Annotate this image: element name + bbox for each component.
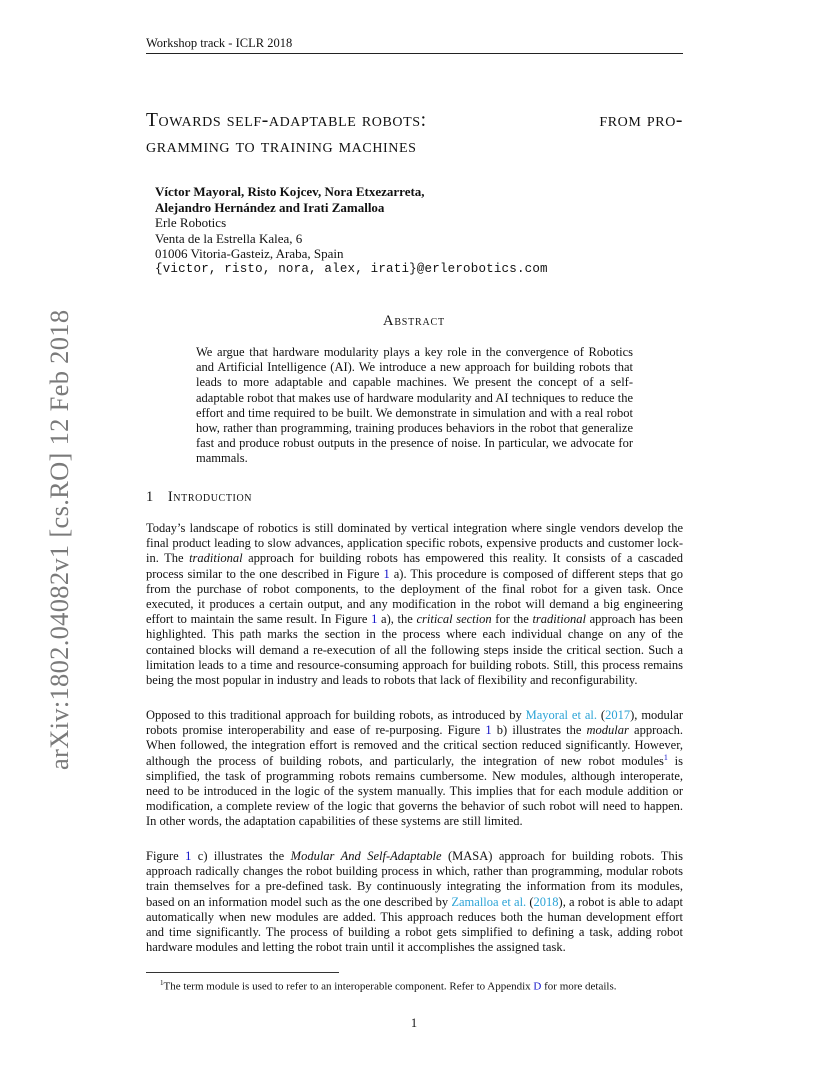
citation-mayoral-link[interactable]: Mayoral et al. bbox=[525, 708, 597, 722]
appendix-d-link[interactable]: D bbox=[533, 980, 542, 993]
citation-zamalloa-year-link[interactable]: 2018 bbox=[533, 894, 559, 909]
p2-text: Opposed to this traditional approach for building robots, as introduced by bbox=[146, 708, 526, 722]
address-line-2: 01006 Vitoria-Gasteiz, Araba, Spain bbox=[155, 246, 344, 261]
figure-1-link[interactable]: 1 bbox=[371, 612, 378, 627]
p3-text: (MASA) approach for building robots. This approach radically changes the robot building process in which, rather than programming, modular robots train themselves for a pre-defined task. By continuously integrating the information from its modules, based on an information model such as the one described by bbox=[146, 849, 683, 909]
paragraph-1 bbox=[146, 521, 683, 688]
footnote-text: for more details. bbox=[541, 980, 617, 993]
citation-zamalloa-link[interactable]: Zamalloa et al. bbox=[451, 894, 527, 909]
p2-text: ( bbox=[597, 708, 606, 722]
section-heading bbox=[146, 489, 252, 506]
footnote-text: The term module is used to refer to an interoperable component. Refer to Appendix bbox=[163, 980, 534, 993]
p1-text: approach for building robots has empowered this reality. It consists of a cascaded process similar to the one described in Figure bbox=[146, 551, 683, 581]
footnote-rule bbox=[146, 972, 339, 973]
p1-text: approach has been highlighted. This path marks the section in the process where each individual change on any of the contained blocks will demand a re-execution of all the following steps inside the critical section. Such a limitation leads to a time and resource-consuming approach for building robots. Still, this process remains being the most popular in industry and leads to robots that lack of flexibility and reconfigurability. bbox=[146, 612, 683, 688]
affiliation: Erle Robotics bbox=[155, 215, 227, 230]
p3-text: ), bbox=[558, 894, 566, 909]
p1-text: a), the bbox=[377, 612, 417, 627]
author-names-line-2: Alejandro Hernández and Irati Zamalloa bbox=[155, 199, 385, 215]
title-line-1-left: Towards self-adaptable robots: bbox=[146, 110, 427, 131]
p1-emphasis: traditional bbox=[532, 612, 586, 627]
p3-emphasis: Modular And Self-Adaptable bbox=[290, 849, 442, 863]
footnote-mark: 1 bbox=[160, 979, 164, 987]
abstract-text: We argue that hardware modularity plays a key role in the convergence of Robotics and Artificial Intelligence (AI). We introduce a new approach for building robots that leads to more adaptable and capable machines. We present the concept of a self-adaptable robot that makes use of hardware modularity and AI techniques to reduce the effort and time required to be built. We demonstrate in simulation and with a real robot how, rather than programming, training produces behaviors in the robot that generalize fast and produce robust outputs in the presence of noise. In particular, we advocate for mammals. bbox=[196, 345, 633, 466]
p3-text: Figure bbox=[146, 849, 186, 863]
abstract-heading: Abstract bbox=[383, 313, 445, 329]
footnote-1-link[interactable]: 1 bbox=[663, 752, 668, 762]
paragraph-3 bbox=[146, 849, 683, 955]
author-names-line-1: Víctor Mayoral, Risto Kojcev, Nora Etxezarreta, bbox=[155, 184, 425, 199]
section-number: 1 bbox=[146, 489, 154, 505]
title-line-2: gramming to training machines bbox=[146, 136, 417, 157]
p2-text: is simplified, the task of programming robots remains cumbersome. New modules, although interoperate, need to be introduced in the logic of the system manually. This implies that for each module addition or modification, a complete review of the logic that governs the behavior of such robot will need to happen. In other words, the adaptation capabilities of these systems are still limited. bbox=[146, 753, 683, 829]
p3-text: ( bbox=[526, 894, 534, 909]
p1-emphasis: traditional bbox=[189, 551, 243, 566]
p2-text: ), bbox=[630, 708, 638, 722]
author-block bbox=[155, 184, 548, 277]
p1-emphasis: critical section bbox=[416, 612, 492, 627]
p1-text: a). This procedure is composed of different steps that go from the purchase of robot components, to the deployment of the final robot for a given task. Once executed, it produces a certain output, and any modification in the robot will demand a big engineering effort to maintain the same result. In Figure bbox=[146, 566, 683, 627]
p1-text: for the bbox=[491, 612, 533, 627]
section-title: Introduction bbox=[167, 489, 253, 505]
p2-text: approach. When followed, the integration effort is removed and the critical section reduced significantly. However, although the process of building robots, and particularly, the integration of new robot modules bbox=[146, 723, 683, 768]
paragraph-2 bbox=[146, 708, 683, 830]
title-line-1-right: from pro- bbox=[599, 110, 683, 131]
author-emails: {victor, risto, nora, alex, irati}@erlerobotics.com bbox=[155, 261, 548, 276]
running-header: Workshop track - ICLR 2018 bbox=[146, 36, 293, 50]
p2-text: modular robots promise interoperability and ease of re-purposing. Figure bbox=[146, 708, 683, 738]
header-rule bbox=[146, 53, 683, 54]
arxiv-id[interactable]: arXiv:1802.04082v1 [cs.RO] 12 Feb 2018 bbox=[44, 309, 74, 770]
figure-1-link[interactable]: 1 bbox=[383, 566, 390, 581]
figure-1-link[interactable]: 1 bbox=[485, 723, 492, 738]
paper-title bbox=[146, 108, 686, 160]
p1-text: Today’s landscape of robotics is still dominated by vertical integration where single vendors develop the final product leading to slow advances, application specific robots, expensive products and customer lock-in. The bbox=[146, 521, 683, 566]
figure-1-link[interactable]: 1 bbox=[185, 849, 192, 863]
page-number: 1 bbox=[410, 1016, 418, 1030]
p3-text: a robot is able to adapt automatically when new modules are added. This approach reduces both the human development effort and time significantly. The process of building a robot gets simplified to defining a task, adding robot hardware modules and letting the robot train until it accomplishes the assigned task. bbox=[146, 894, 683, 955]
footnote bbox=[160, 976, 690, 994]
p2-text: b) illustrates the bbox=[491, 723, 587, 738]
p3-text: c) illustrates the bbox=[191, 849, 291, 863]
citation-mayoral-year-link[interactable]: 2017 bbox=[605, 708, 631, 722]
address-line-1: Venta de la Estrella Kalea, 6 bbox=[155, 230, 303, 246]
title-line-1 bbox=[146, 108, 683, 134]
p2-emphasis: modular bbox=[586, 723, 629, 738]
